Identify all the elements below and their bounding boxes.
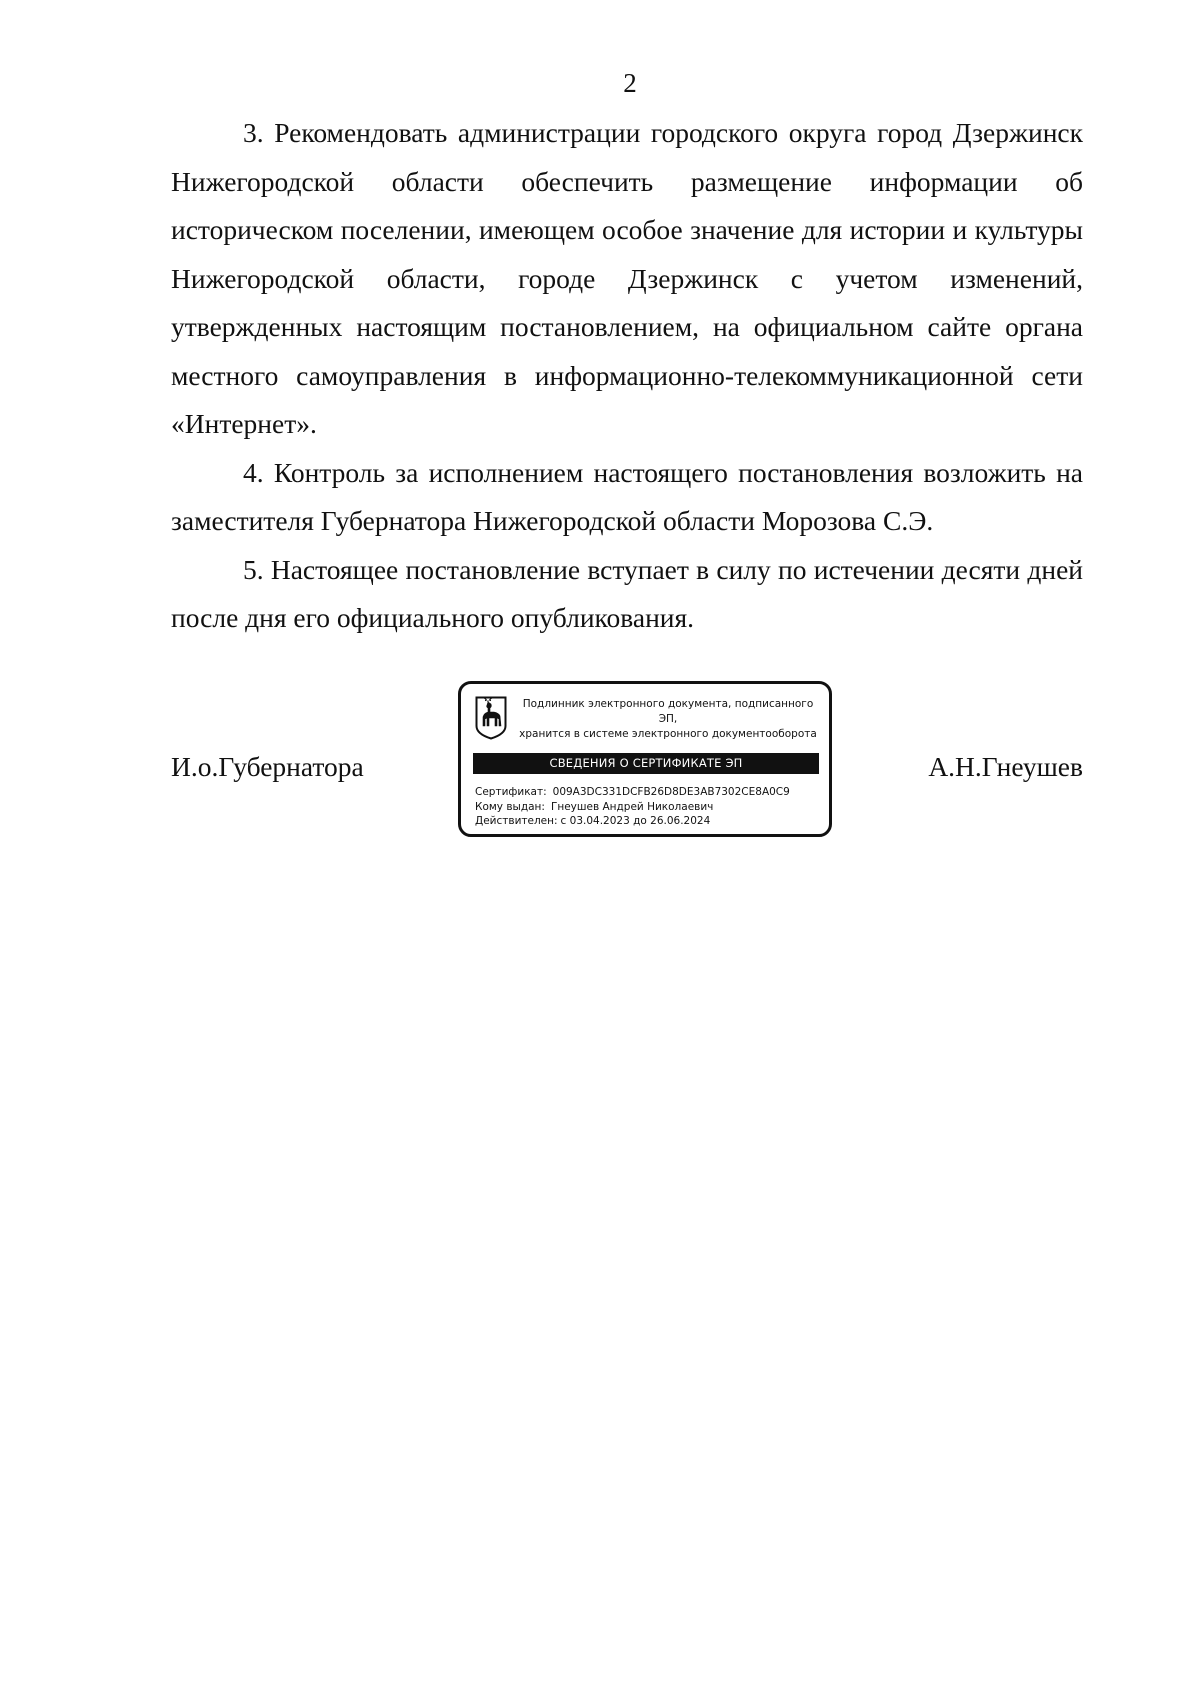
certificate-value: 009A3DC331DCFB26D8DE3AB7302CE8A0C9 bbox=[552, 786, 790, 798]
electronic-signature-stamp bbox=[458, 681, 832, 837]
validity-row bbox=[475, 814, 821, 829]
stamp-header bbox=[513, 697, 823, 742]
certificate-row bbox=[475, 785, 821, 800]
certificate-info-title: СВЕДЕНИЯ О СЕРТИФИКАТЕ ЭП bbox=[473, 753, 819, 774]
certificate-label: Сертификат: bbox=[475, 786, 547, 798]
paragraph-3: 3. Рекомендовать администрации городского округа город Дзержинск Нижегородской области обеспечить размещение информации об историческом поселении, имеющем особое значение для истории и культуры Нижегородской области, городе Дзержинск с учетом изменений, утвержденных настоящим постановлением, на официальном сайте органа местного самоуправления в информационно-телекоммуникационной сети «Интернет». bbox=[171, 117, 1083, 439]
signatory-position: И.о.Губернатора bbox=[171, 751, 364, 782]
issued-to-value: Гнеушев Андрей Николаевич bbox=[550, 800, 714, 813]
stamp-header-line-2: хранится в системе электронного документооборота bbox=[519, 728, 817, 740]
validity-value: с 03.04.2023 до 26.06.2024 bbox=[560, 815, 711, 827]
issued-to-row bbox=[475, 800, 821, 815]
signatory-name: А.Н.Гнеушев bbox=[928, 751, 1083, 782]
deer-emblem-icon bbox=[475, 696, 507, 740]
document-body bbox=[171, 109, 1083, 643]
certificate-details bbox=[475, 785, 821, 829]
issued-to-label: Кому выдан: bbox=[475, 800, 545, 813]
paragraph-5: 5. Настоящее постановление вступает в силу по истечении десяти дней после дня его официального опубликования. bbox=[171, 553, 1083, 633]
stamp-header-line-1: Подлинник электронного документа, подписанного ЭП, bbox=[522, 698, 814, 725]
page-number: 2 bbox=[623, 68, 637, 98]
validity-label: Действителен: bbox=[475, 815, 558, 827]
paragraph-4: 4. Контроль за исполнением настоящего постановления возложить на заместителя Губернатора Нижегородской области Морозова С.Э. bbox=[171, 456, 1083, 536]
signature-block bbox=[171, 681, 1083, 845]
